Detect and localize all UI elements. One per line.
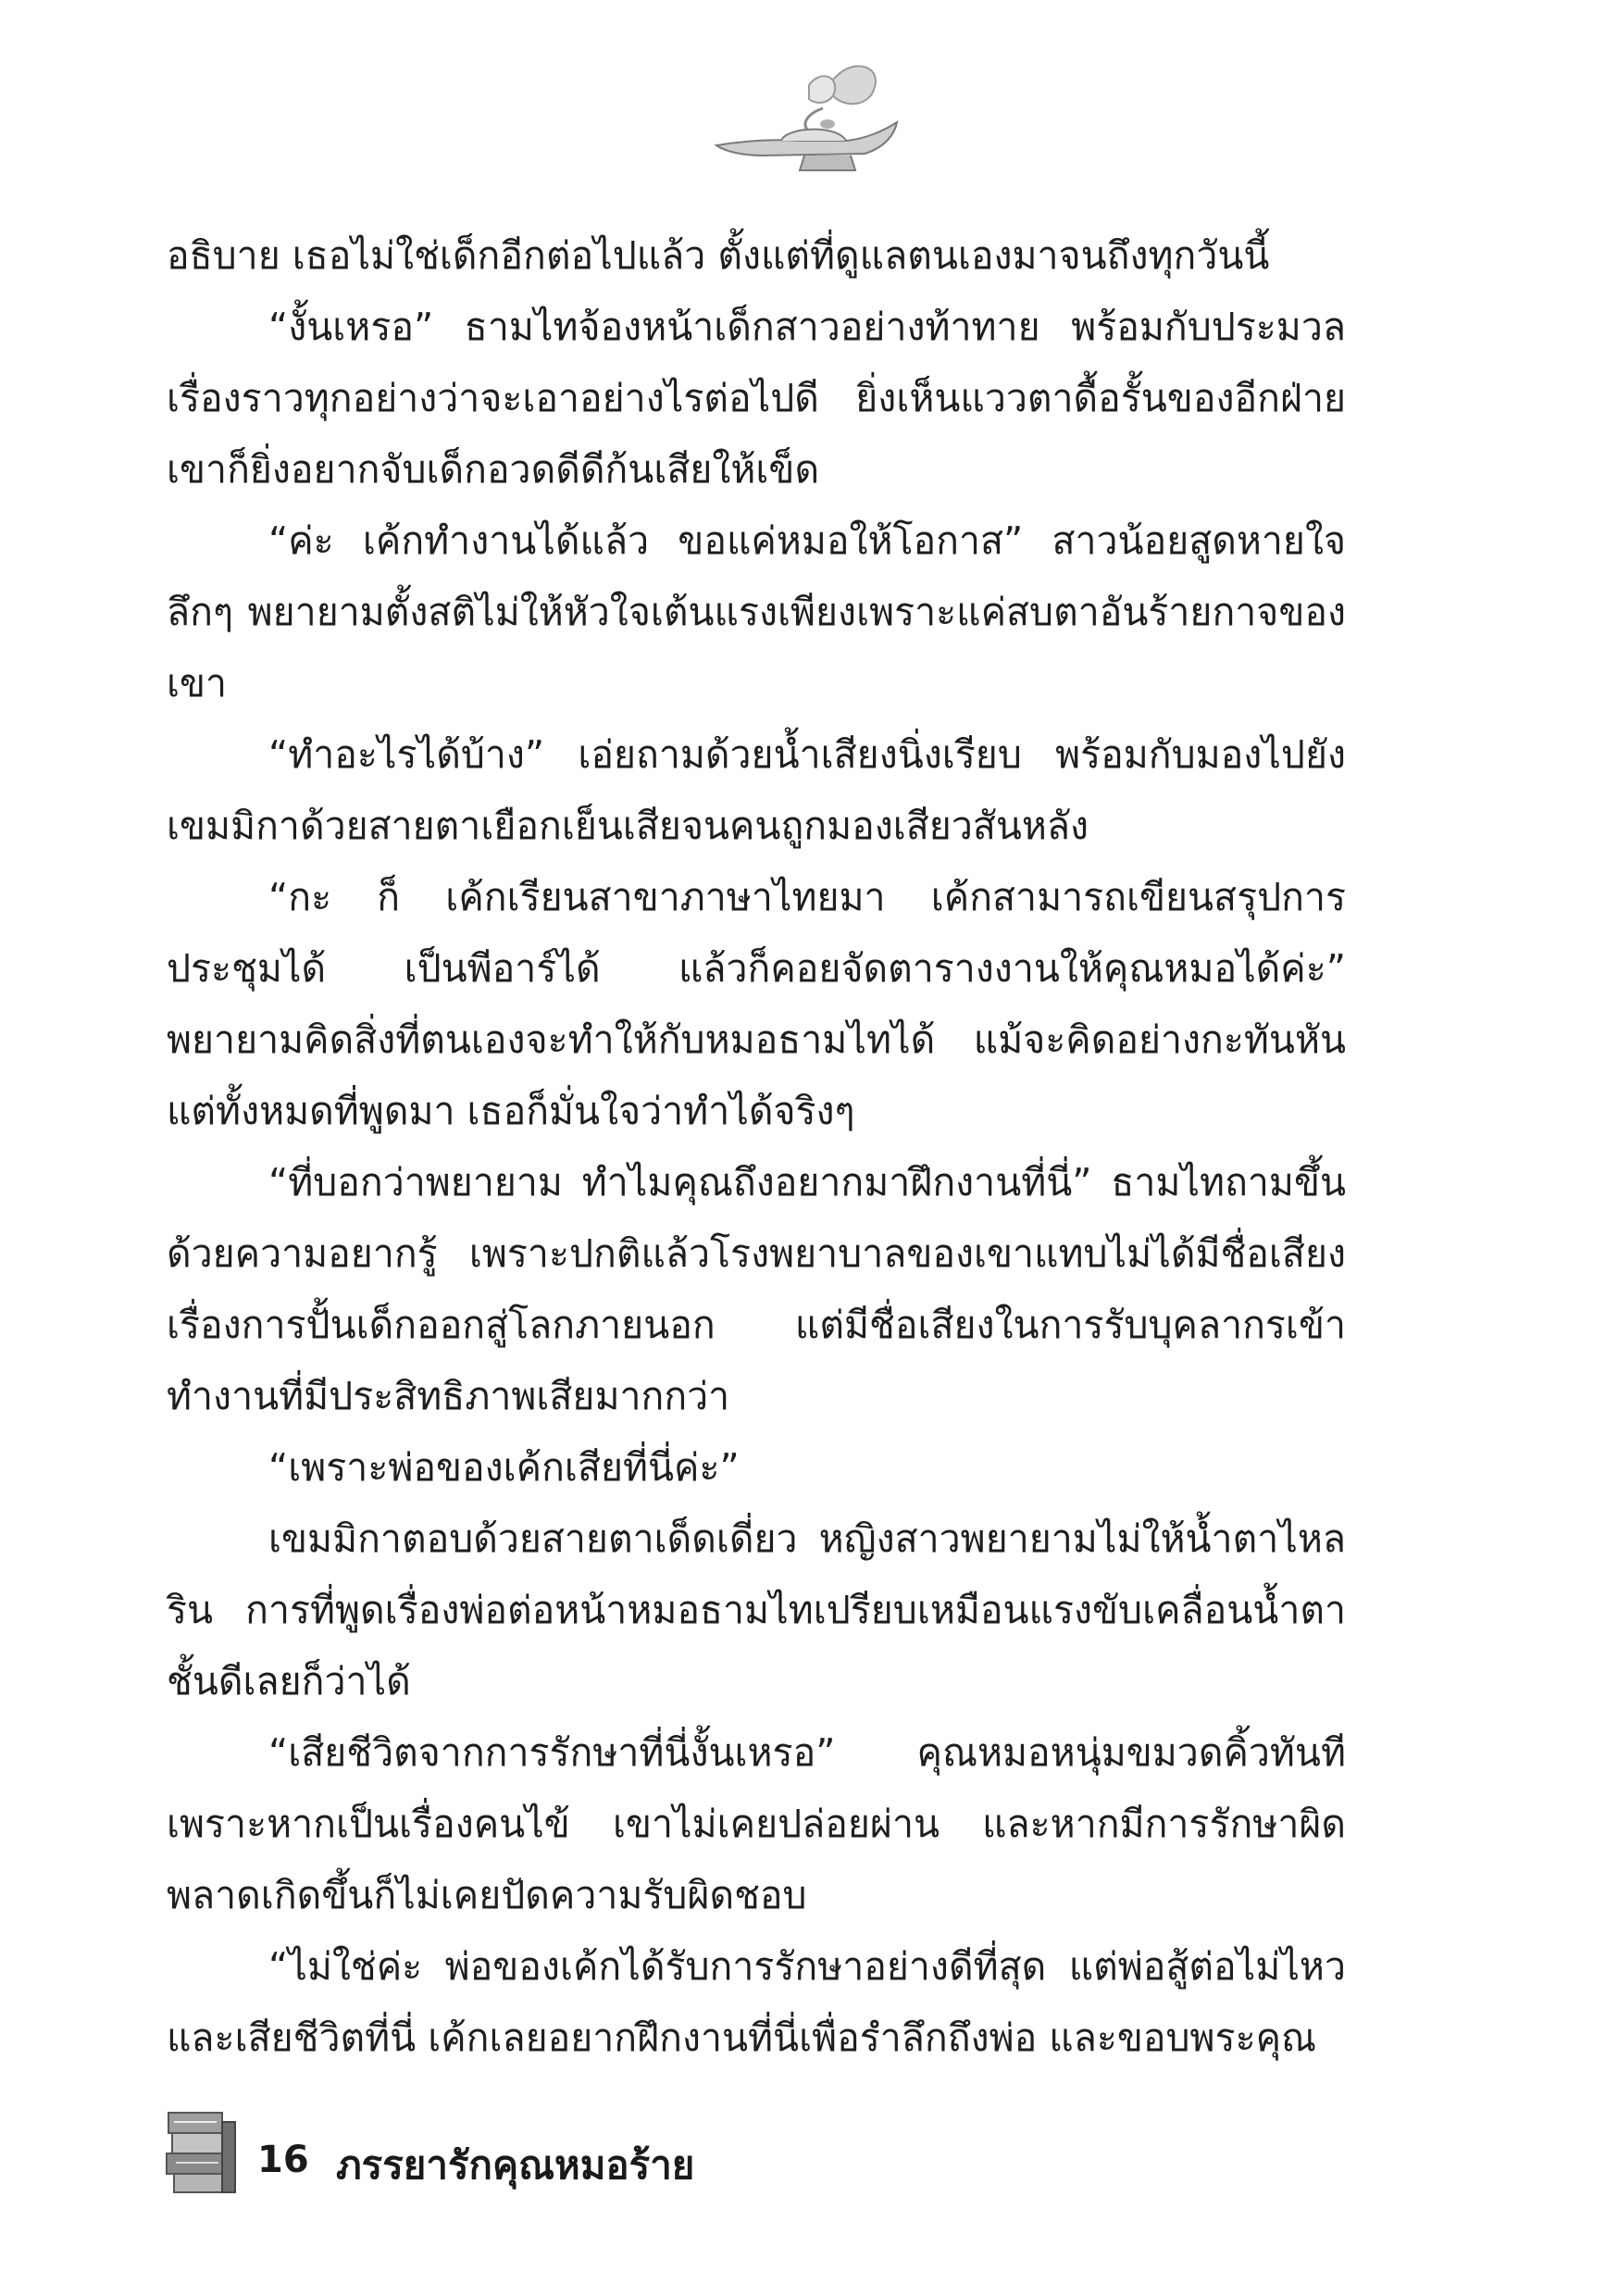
paragraph: “ที่บอกว่าพยายาม ทำไมคุณถึงอยากมาฝึกงานที่นี่” ธามไทถามขึ้นด้วยความอยากรู้ เพราะปกติแล้วโรงพยาบาลของเขาแทบไม่ได้มีชื่อเสียงเรื่องการปั้นเด็กออกสู่โลกภายนอก แต่มีชื่อเสียงในการรับบุคลากรเข้าทำงานที่มีประสิทธิภาพเสียมากกว่า [167, 1160, 1346, 1418]
page-number: 16 [257, 2139, 309, 2181]
page-footer [165, 2103, 1090, 2205]
paragraph: “กะ ก็ เค้กเรียนสาขาภาษาไทยมา เค้กสามารถเขียนสรุปการประชุมได้ เป็นพีอาร์ได้ แล้วก็คอยจัดตารางงานให้คุณหมอได้ค่ะ” พยายามคิดสิ่งที่ตนเองจะทำให้กับหมอธามไทได้ แม้จะคิดอย่างกะทันหัน แต่ทั้งหมดที่พูดมา เธอก็มั่นใจว่าทำได้จริงๆ [167, 875, 1346, 1133]
paragraph: “ทำอะไรได้บ้าง” เอ่ยถามด้วยน้ำเสียงนิ่งเรียบ พร้อมกับมองไปยังเขมมิกาด้วยสายตาเยือกเย็นเสียจนคนถูกมองเสียวสันหลัง [167, 732, 1346, 848]
paragraph: “เพราะพ่อของเค้กเสียที่นี่ค่ะ” [268, 1445, 740, 1490]
paragraph: “งั้นเหรอ” ธามไทจ้องหน้าเด็กสาวอย่างท้าทาย พร้อมกับประมวลเรื่องราวทุกอย่างว่าจะเอาอย่างไรต่อไปดี ยิ่งเห็นแววตาดื้อรั้นของอีกฝ่ายเขาก็ยิ่งอยากจับเด็กอวดดีดีก้นเสียให้เข็ด [167, 305, 1346, 492]
paragraph: เขมมิกาตอบด้วยสายตาเด็ดเดี่ยว หญิงสาวพยายามไม่ให้น้ำตาไหลริน การที่พูดเรื่องพ่อต่อหน้าหมอธามไทเปรียบเหมือนแรงขับเคลื่อนน้ำตาชั้นดีเลยก็ว่าได้ [167, 1516, 1346, 1703]
book-title: ภรรยารักคุณหมอร้าย [336, 2142, 695, 2188]
paragraph: “ค่ะ เค้กทำงานได้แล้ว ขอแค่หมอให้โอกาส” สาวน้อยสูดหายใจลึกๆ พยายามตั้งสติไม่ให้หัวใจเต้นแรงเพียงเพราะแค่สบตาอันร้ายกาจของเขา [167, 518, 1346, 705]
paragraph: “เสียชีวิตจากการรักษาที่นี่งั้นเหรอ” คุณหมอหนุ่มขมวดคิ้วทันทีเพราะหากเป็นเรื่องคนไข้ เขาไม่เคยปล่อยผ่าน และหากมีการรักษาผิดพลาดเกิดขึ้นก็ไม่เคยปัดความรับผิดชอบ [167, 1730, 1346, 1917]
paragraph: “ไม่ใช่ค่ะ พ่อของเค้กได้รับการรักษาอย่างดีที่สุด แต่พ่อสู้ต่อไม่ไหวและเสียชีวิตที่นี่ เค้กเลยอยากฝึกงานที่นี่เพื่อรำลึกถึงพ่อ และขอบพระคุณ [167, 1944, 1346, 2060]
paragraph: อธิบาย เธอไม่ใช่เด็กอีกต่อไปแล้ว ตั้งแต่ที่ดูแลตนเองมาจนถึงทุกวันนี้ [167, 233, 1270, 278]
book-stack-icon [165, 2103, 239, 2196]
genie-lamp-ornament-icon [698, 57, 920, 178]
body-text [167, 220, 1346, 2074]
